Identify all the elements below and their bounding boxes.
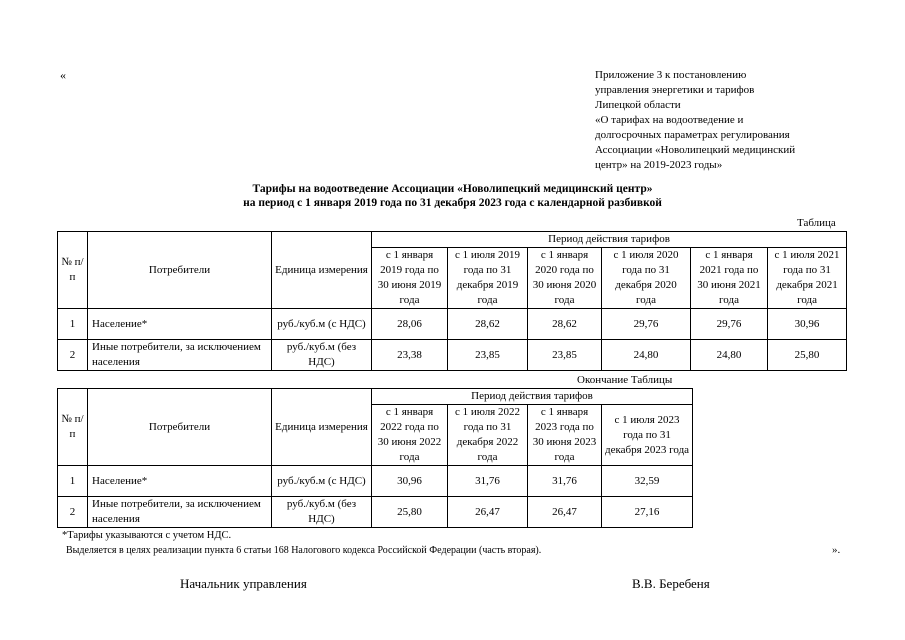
tariff-value: 23,38	[372, 340, 448, 371]
period-header: Период действия тарифов	[372, 389, 693, 405]
column-header-unit: Единица измерения	[272, 389, 372, 466]
column-header-number: № п/п	[58, 389, 88, 466]
column-header-consumers: Потребители	[88, 389, 272, 466]
consumer-name: Иные потребители, за исключением населения	[88, 340, 272, 371]
appendix-line: Липецкой области	[595, 99, 681, 111]
tariff-value: 23,85	[528, 340, 602, 371]
period-cell: с 1 июля 2020 года по 31 декабря 2020 года	[602, 248, 691, 309]
consumer-name: Иные потребители, за исключением населения	[88, 497, 272, 528]
period-cell: с 1 января 2019 года по 30 июня 2019 года	[372, 248, 448, 309]
appendix-line: Приложение 3 к постановлению	[595, 69, 747, 81]
table2-caption: Окончание Таблицы	[577, 374, 673, 386]
tariff-value: 31,76	[448, 466, 528, 497]
tariff-table-2019-2021	[57, 231, 847, 371]
tariff-value: 28,06	[372, 309, 448, 340]
tariff-value: 26,47	[528, 497, 602, 528]
tariff-value: 29,76	[602, 309, 691, 340]
row-number: 2	[58, 497, 88, 528]
table-row	[58, 309, 847, 340]
unit-cell: руб./куб.м (с НДС)	[272, 466, 372, 497]
signatory-name: В.В. Беребеня	[632, 576, 710, 591]
row-number: 1	[58, 309, 88, 340]
consumer-name: Население*	[88, 466, 272, 497]
period-header: Период действия тарифов	[372, 232, 847, 248]
table-row	[58, 466, 693, 497]
unit-cell: руб./куб.м (с НДС)	[272, 309, 372, 340]
tariff-value: 29,76	[691, 309, 768, 340]
document-title: Тарифы на водоотведение Ассоциации «Новолипецкий медицинский центр»	[252, 183, 653, 195]
tariff-value: 24,80	[691, 340, 768, 371]
tariff-value: 28,62	[528, 309, 602, 340]
tariff-value: 25,80	[768, 340, 847, 371]
tariff-value: 27,16	[602, 497, 693, 528]
tariff-value: 23,85	[448, 340, 528, 371]
appendix-reference	[595, 68, 855, 173]
table1-caption: Таблица	[797, 217, 836, 229]
appendix-line: «О тарифах на водоотведение и	[595, 114, 744, 126]
tariff-value: 26,47	[448, 497, 528, 528]
unit-cell: руб./куб.м (без НДС)	[272, 497, 372, 528]
row-number: 1	[58, 466, 88, 497]
row-number: 2	[58, 340, 88, 371]
appendix-line: долгосрочных параметрах регулирования	[595, 129, 790, 141]
column-header-number: № п/п	[58, 232, 88, 309]
tariff-value: 32,59	[602, 466, 693, 497]
tariff-value: 31,76	[528, 466, 602, 497]
table-row	[58, 340, 847, 371]
unit-cell: руб./куб.м (без НДС)	[272, 340, 372, 371]
tariff-value: 30,96	[372, 466, 448, 497]
document-subtitle: на период с 1 января 2019 года по 31 декабря 2023 года с календарной разбивкой	[243, 197, 662, 209]
period-cell: с 1 января 2022 года по 30 июня 2022 года	[372, 405, 448, 466]
appendix-line: управления энергетики и тарифов	[595, 84, 755, 96]
table-header-row	[58, 232, 847, 248]
period-cell: с 1 июля 2023 года по 31 декабря 2023 года	[602, 405, 693, 466]
closing-quote-mark: ».	[832, 544, 841, 556]
tariff-value: 30,96	[768, 309, 847, 340]
column-header-unit: Единица измерения	[272, 232, 372, 309]
column-header-consumers: Потребители	[88, 232, 272, 309]
period-cell: с 1 января 2023 года по 30 июня 2023 года	[528, 405, 602, 466]
appendix-line: центр» на 2019-2023 годы»	[595, 159, 723, 171]
tariff-value: 25,80	[372, 497, 448, 528]
period-cell: с 1 июля 2021 года по 31 декабря 2021 года	[768, 248, 847, 309]
period-cell: с 1 января 2021 года по 30 июня 2021 года	[691, 248, 768, 309]
period-cell: с 1 января 2020 года по 30 июня 2020 года	[528, 248, 602, 309]
tax-code-note: Выделяется в целях реализации пункта 6 статьи 168 Налогового кодекса Российской Федерации (часть вторая).	[66, 545, 542, 556]
period-cell: с 1 июля 2022 года по 31 декабря 2022 года	[448, 405, 528, 466]
period-cell: с 1 июля 2019 года по 31 декабря 2019 года	[448, 248, 528, 309]
consumer-name: Население*	[88, 309, 272, 340]
signatory-position: Начальник управления	[180, 576, 307, 591]
tariff-table-2022-2023	[57, 388, 693, 528]
table-row	[58, 497, 693, 528]
appendix-line: Ассоциации «Новолипецкий медицинский	[595, 144, 796, 156]
tariff-value: 24,80	[602, 340, 691, 371]
vat-footnote: *Тарифы указываются с учетом НДС.	[62, 530, 232, 541]
tariff-value: 28,62	[448, 309, 528, 340]
opening-quote-mark: «	[60, 68, 66, 82]
table-header-row	[58, 389, 693, 405]
